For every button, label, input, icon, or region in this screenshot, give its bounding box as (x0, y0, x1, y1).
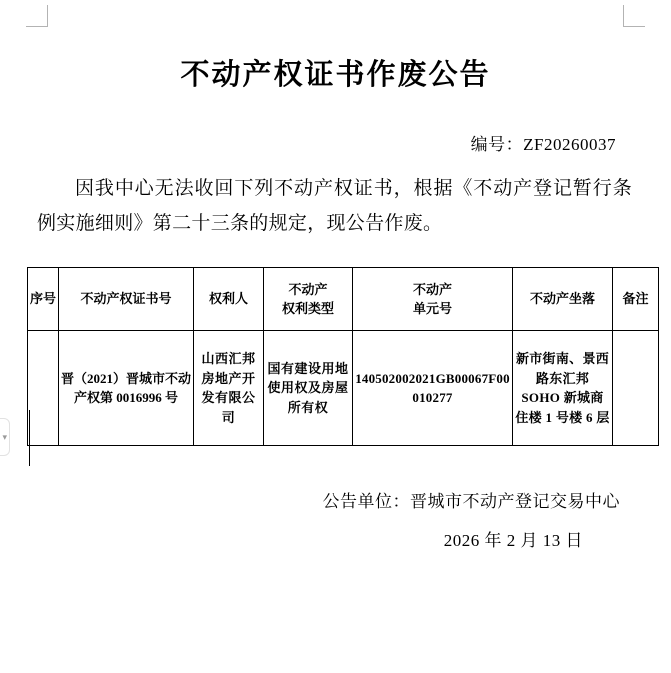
table-header-row (28, 268, 659, 331)
table-row (28, 331, 659, 446)
column-header-certificate-number: 不动产权证书号 (59, 268, 194, 331)
reference-number (13, 93, 658, 155)
cell-certificate-number: 晋（2021）晋城市不动产权第 0016996 号 (59, 331, 194, 446)
cell-note (613, 331, 659, 446)
cell-right-type: 国有建设用地使用权及房屋所有权 (264, 331, 353, 446)
issue-date: 2026 年 2 月 13 日 (443, 531, 583, 551)
column-header-right-type-line1: 不动产 (288, 281, 328, 297)
reference-value: ZF20260037 (523, 134, 616, 154)
column-header-note: 备注 (613, 268, 659, 331)
cell-unit-number: 140502002021GB00067F00010277 (353, 331, 513, 446)
column-header-unit-number-line1: 不动产 (412, 281, 452, 297)
page-title: 不动产权证书作废公告 (180, 59, 491, 91)
column-header-unit-number (353, 268, 513, 331)
table-body (28, 331, 659, 446)
notice-table-container (13, 241, 658, 446)
column-header-sequence: 序号 (28, 268, 59, 331)
chevron-down-icon: ▾ (2, 431, 7, 442)
column-header-right-type (264, 268, 353, 331)
scroll-down-widget[interactable] (0, 418, 10, 456)
reference-label: 编号： (470, 134, 524, 154)
page-edge-rule (29, 410, 30, 466)
column-header-unit-number-line2: 单元号 (412, 301, 452, 317)
document-footer (13, 446, 658, 560)
column-header-location: 不动产坐落 (513, 268, 613, 331)
cell-owner: 山西汇邦房地产开发有限公司 (194, 331, 264, 446)
table-header (28, 268, 659, 331)
column-header-owner: 权利人 (194, 268, 264, 331)
cell-sequence (28, 331, 59, 446)
column-header-right-type-line2: 权利类型 (281, 301, 334, 317)
issuing-organization: 公告单位：晋城市不动产登记交易中心 (322, 492, 620, 512)
notice-body-text: 因我中心无法收回下列不动产权证书，根据《不动产登记暂行条例实施细则》第二十三条的规定，现公告作废。 (37, 177, 632, 234)
notice-table (27, 267, 659, 446)
cell-location: 新市街南、景西路东汇邦 SOHO 新城商住楼 1 号楼 6 层 (513, 331, 613, 446)
